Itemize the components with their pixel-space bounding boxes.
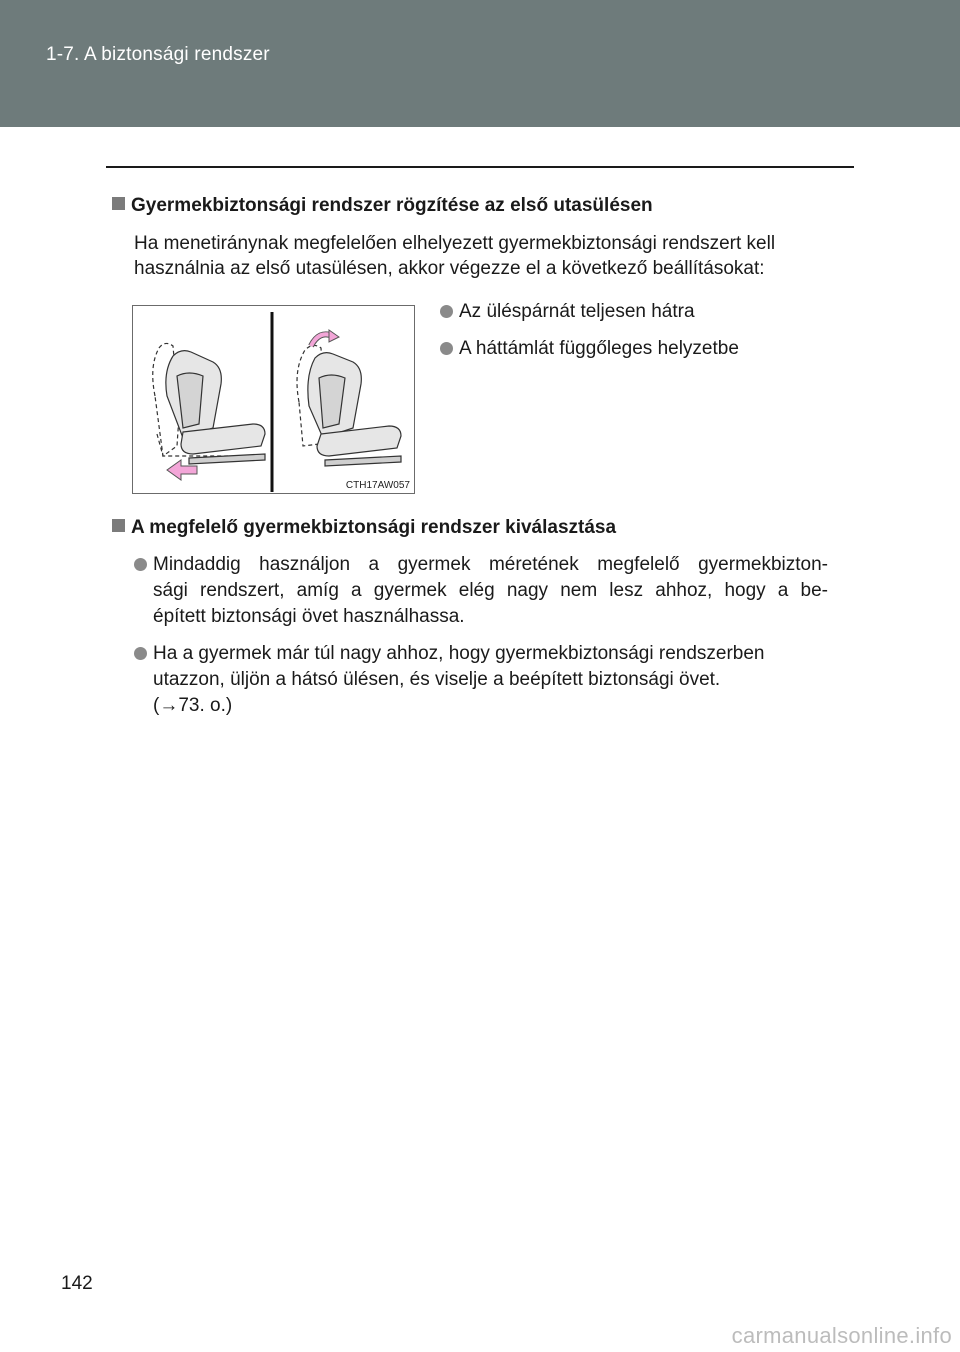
site-watermark: carmanualsonline.info	[731, 1323, 952, 1348]
list-item: Az üléspárnát teljesen hátra	[440, 299, 695, 325]
figure-code: CTH17AW057	[345, 480, 410, 491]
intro-line: használnia az első utasülésen, akkor végezze el a következő beállításokat:	[134, 258, 765, 279]
bullet-dot-icon	[440, 342, 453, 355]
seat-adjustment-illustration	[132, 305, 415, 494]
page-number: 142	[61, 1273, 93, 1294]
section-heading-front-seat	[112, 195, 653, 217]
list-item: Ha a gyermek már túl nagy ahhoz, hogy gyermekbiztonsági rendszerben utazzon, üljön a hátsó ülésen, és viselje a beépített biztonsági övet. (→73. o.)	[134, 641, 834, 719]
heading-text: Gyermekbiztonsági rendszer rögzítése az első utasülésen	[131, 195, 653, 216]
seat-diagram	[133, 306, 416, 495]
square-bullet-icon	[112, 519, 125, 532]
bullet-dot-icon	[134, 647, 147, 660]
section-breadcrumb: 1-7. A biztonsági rendszer	[46, 44, 270, 65]
square-bullet-icon	[112, 197, 125, 210]
heading-text: A megfelelő gyermekbiztonsági rendszer kiválasztása	[131, 517, 617, 538]
list-item: A háttámlát függőleges helyzetbe	[440, 336, 739, 362]
bullet-dot-icon	[440, 305, 453, 318]
list-item: Mindaddig használjon a gyermek méretének megfelelő gyermekbizton- sági rendszert, amíg a gyermek elég nagy nem lesz ahhoz, hogy a be- épített biztonsági övet használhassa.	[134, 552, 828, 630]
intro-paragraph	[134, 231, 854, 281]
section-heading-selection	[112, 517, 616, 539]
horizontal-rule	[106, 166, 854, 168]
bullet-dot-icon	[134, 558, 147, 571]
intro-line: Ha menetiránynak megfelelően elhelyezett gyermekbiztonsági rendszert kell	[134, 233, 776, 254]
